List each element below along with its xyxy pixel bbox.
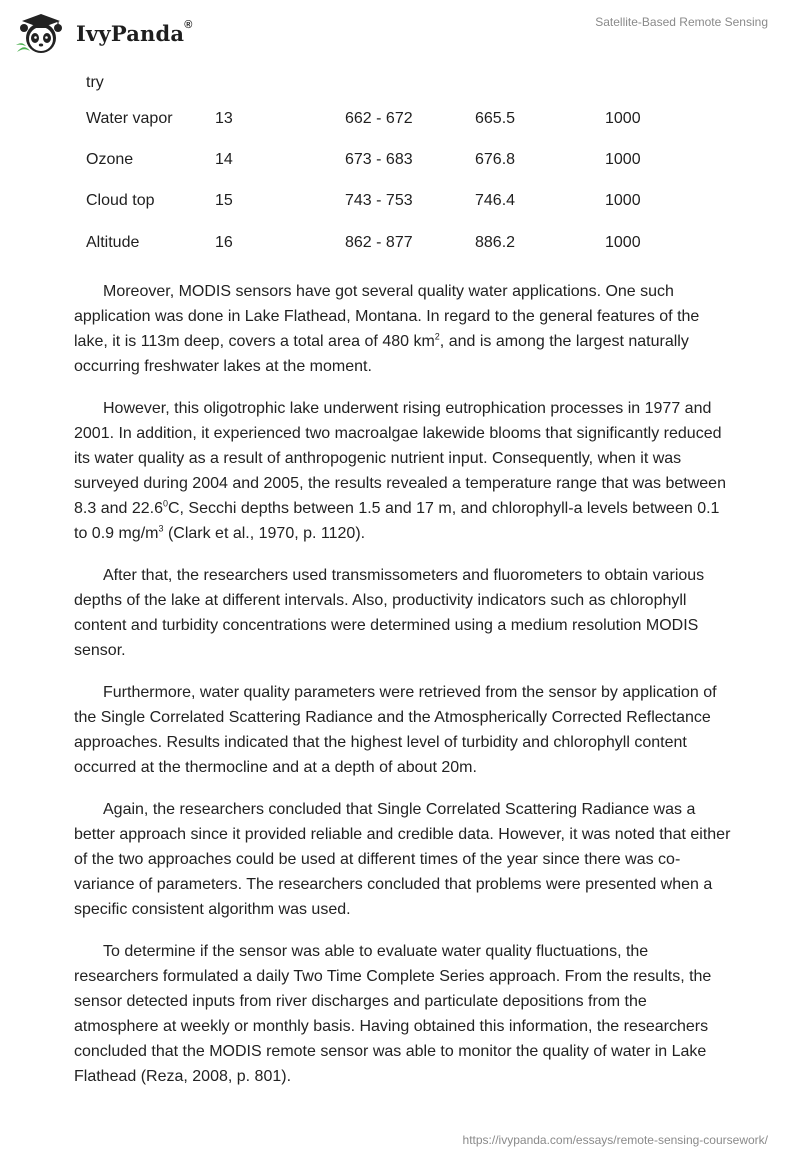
- superscript: 0: [162, 498, 168, 509]
- table-row: [86, 181, 746, 222]
- brand-label: IvyPanda: [76, 20, 185, 46]
- table-cell: Altitude: [86, 233, 140, 251]
- paragraph-text: (Clark et al., 1970, p. 1120).: [163, 525, 366, 542]
- table-cell: 13: [215, 109, 233, 127]
- page-header: [0, 0, 800, 72]
- paragraph-approach-conclusion: Again, the researchers concluded that Single Correlated Scattering Radiance was a better approach since it provided reliable and credible data. However, it was noted that either of the two approaches could be used at different times of the year since there was co-variance of parameters. The researchers concluded that problems were presented when a specific consistent algorithm was used.: [74, 801, 731, 918]
- table-cell: 16: [215, 233, 233, 251]
- table-cell: Cloud top: [86, 192, 155, 210]
- table-cell: 862 - 877: [345, 233, 413, 251]
- table-cell: 673 - 683: [345, 150, 413, 168]
- table-row: [86, 222, 746, 263]
- table-cell: 1000: [605, 233, 641, 251]
- paragraph-text: C, Secchi depths between 1.5 and 17 m, and chlorophyll-a levels between 0.1 to 0.9 mg/m: [74, 500, 720, 542]
- paragraph-time-series: To determine if the sensor was able to evaluate water quality fluctuations, the researchers formulated a daily Two Time Complete Series approach. From the results, the sensor detected inputs from river discharges and particulate depositions from the atmosphere at weekly or monthly basis. Having obtained this information, the researchers concluded that the MODIS remote sensor was able to monitor the quality of water in Lake Flathead (Reza, 2008, p. 801).: [74, 943, 712, 1085]
- table-cell: 886.2: [475, 233, 516, 251]
- paragraph-text: Moreover, MODIS sensors have got several quality water applications. One such application was done in Lake Flathead, Montana. In regard to the general features of the lake, it is 113m deep, covers a total area of 480 km: [74, 283, 700, 350]
- table-cell: 662 - 672: [345, 109, 413, 127]
- table-cell: 1000: [605, 109, 641, 127]
- paragraph-transmissometers: After that, the researchers used transmissometers and fluorometers to obtain various depths of the lake at different intervals. Also, productivity indicators such as chlorophyll content and turbidity concentrations were determined using a medium resolution MODIS sensor.: [74, 567, 705, 659]
- paragraph-lake-flathead: [74, 279, 734, 379]
- table-cell-fragment: try: [86, 74, 104, 91]
- superscript: 3: [158, 523, 164, 534]
- superscript: 2: [434, 331, 440, 342]
- table-cell: 746.4: [475, 192, 516, 210]
- modis-bands-table: [86, 68, 746, 263]
- document-title: Satellite-Based Remote Sensing: [595, 15, 768, 29]
- source-url[interactable]: https://ivypanda.com/essays/remote-sensing-coursework/: [462, 1133, 768, 1147]
- table-cell: 15: [215, 192, 233, 210]
- ivypanda-logo[interactable]: [14, 8, 254, 58]
- panda-graduation-cap-icon: [14, 8, 72, 58]
- paragraph-text: However, this oligotrophic lake underwent rising eutrophication processes in 1977 and 2001. In addition, it experienced two macroalgae lakewide blooms that significantly reduced its water quality as a result of anthropogenic nutrient input. Consequently, when it was surveyed during 2004 and 2005, the results revealed a temperature range that was between 8.3 and 22.6: [74, 400, 726, 517]
- brand-name: [76, 18, 193, 46]
- table-cell: 1000: [605, 150, 641, 168]
- paragraph-text: , and is among the largest naturally occurring freshwater lakes at the moment.: [74, 333, 689, 375]
- table-cell: 665.5: [475, 109, 516, 127]
- paragraph-water-quality-parameters: Furthermore, water quality parameters were retrieved from the sensor by application of the Single Correlated Scattering Radiance and the Atmospherically Corrected Reflectance approaches. Results indicated that the highest level of turbidity and chlorophyll content occurred at the thermocline and at a depth of about 20m.: [74, 684, 717, 776]
- table-row: [86, 139, 746, 180]
- table-row: [86, 98, 746, 139]
- table-cell: Water vapor: [86, 109, 173, 127]
- registered-mark: ®: [184, 18, 193, 31]
- table-cell: 676.8: [475, 150, 516, 168]
- paragraph-eutrophication: [74, 396, 734, 546]
- table-cell: 743 - 753: [345, 192, 413, 210]
- table-cell: 1000: [605, 192, 641, 210]
- table-cell: Ozone: [86, 150, 134, 168]
- essay-body: [74, 279, 734, 1106]
- table-cell: 14: [215, 150, 233, 168]
